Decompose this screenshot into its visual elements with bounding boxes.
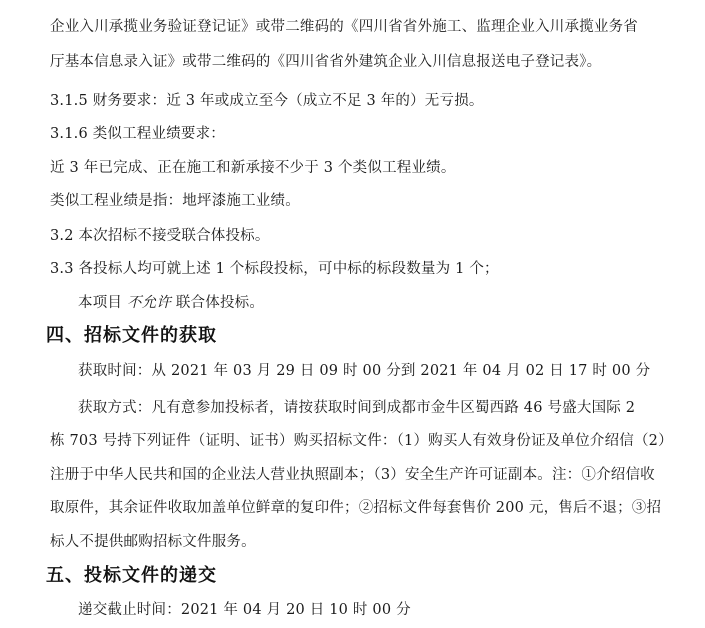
- acquisition-method-line: 注册于中华人民共和国的企业法人营业执照副本；（3）安全生产许可证副本。注：①介绍信收: [50, 467, 655, 483]
- acquisition-method-line: 标人不提供邮购招标文件服务。: [50, 534, 256, 550]
- joint-bid-emphasis: 不允许: [126, 295, 172, 311]
- acquisition-method-line: 取原件，其余证件收取加盖单位鲜章的复印件；②招标文件每套售价 200 元，售后不退；③招: [50, 500, 662, 516]
- section-4-heading: 四、招标文件的获取: [46, 325, 217, 346]
- submission-deadline: 递交截止时间：2021 年 04 月 20 日 10 时 00 分: [78, 602, 411, 618]
- joint-bid-prefix: 本项目: [78, 295, 123, 311]
- joint-bid-suffix: 联合体投标。: [175, 295, 265, 311]
- joint-bid-statement: [78, 293, 264, 313]
- clause-3-2: 3.2 本次招标不接受联合体投标。: [50, 228, 270, 244]
- acquisition-method-line: 获取方式：凡有意参加投标者，请按获取时间到成都市金牛区蜀西路 46 号盛大国际 2: [78, 400, 636, 416]
- paragraph-line: 类似工程业绩是指：地坪漆施工业绩。: [50, 193, 300, 209]
- clause-3-1-6: 3.1.6 类似工程业绩要求：: [50, 126, 226, 142]
- paragraph-line: 近 3 年已完成、正在施工和新承接不少于 3 个类似工程业绩。: [50, 160, 456, 176]
- clause-3-3: 3.3 各投标人均可就上述 1 个标段投标，可中标的标段数量为 1 个；: [50, 261, 499, 277]
- acquisition-method-line: 栋 703 号持下列证件（证明、证书）购买招标文件：（1）购买人有效身份证及单位介绍信（2）: [50, 433, 673, 449]
- paragraph-line: 厅基本信息录入证》或带二维码的《四川省省外建筑企业入川信息报送电子登记表》。: [50, 54, 602, 70]
- acquisition-time: 获取时间：从 2021 年 03 月 29 日 09 时 00 分到 2021 年 04 月 02 日 17 时 00 分: [78, 363, 651, 379]
- paragraph-line: 企业入川承揽业务验证登记证》或带二维码的《四川省省外施工、监理企业入川承揽业务省: [50, 19, 638, 35]
- clause-3-1-5: 3.1.5 财务要求：近 3 年或成立至今（成立不足 3 年的）无亏损。: [50, 93, 484, 109]
- section-5-heading: 五、投标文件的递交: [46, 565, 217, 586]
